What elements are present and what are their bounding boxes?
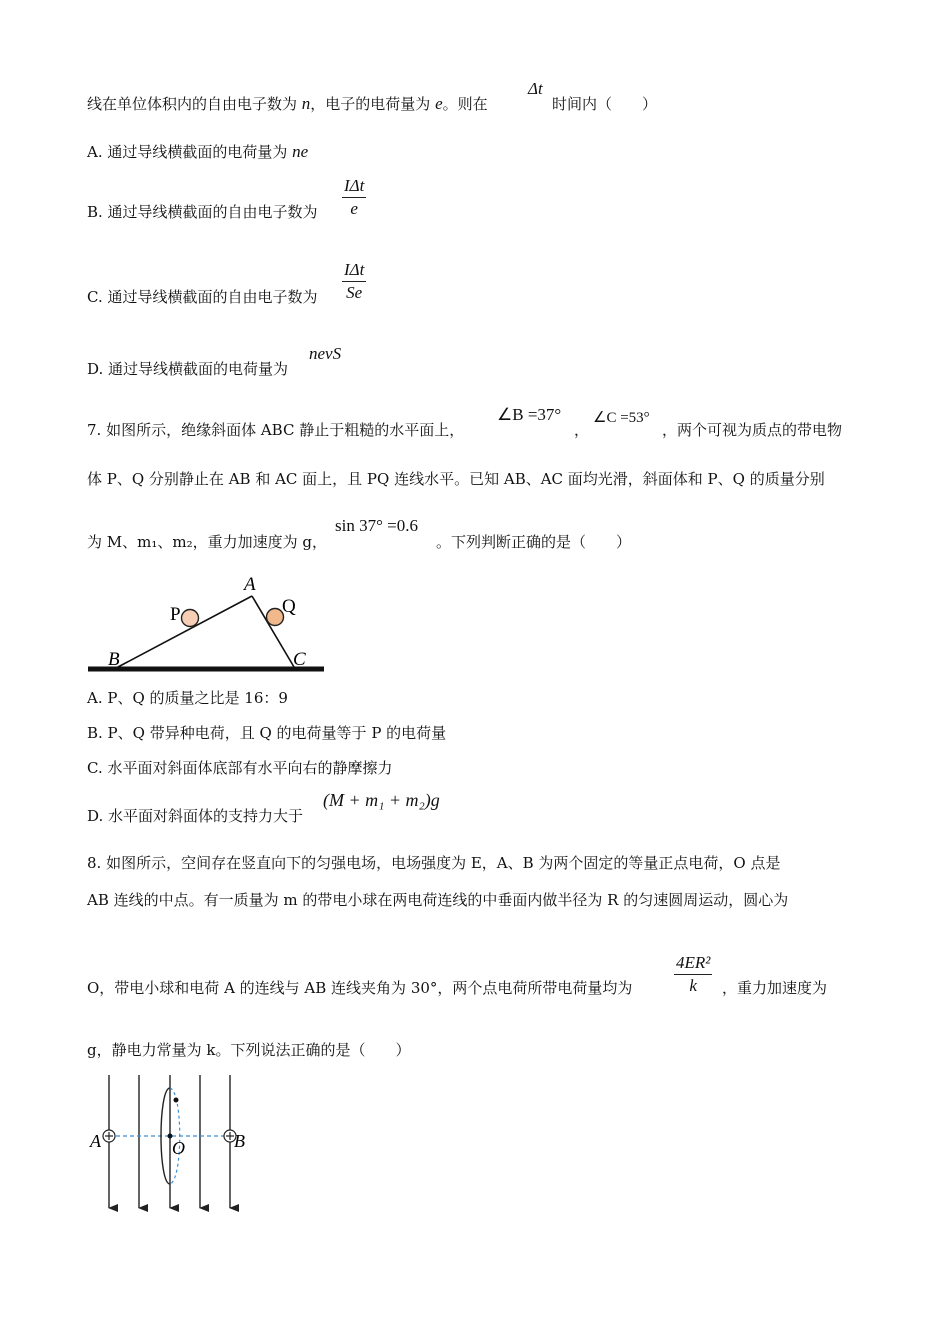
q7-stem-line2: 体 P、Q 分别静止在 AB 和 AC 面上，且 PQ 连线水平。已知 AB、AC 面均光滑，斜面体和 P、Q 的质量分别 [87, 470, 825, 488]
q6-stem-tail: 时间内（ ） [552, 95, 658, 113]
incline-figure [86, 572, 331, 676]
q6-option-c-fraction [342, 260, 366, 303]
q8-stem-line2: AB 连线的中点。有一质量为 m 的带电小球在两电荷连线的中垂面内做半径为 R 的匀速圆周运动，圆心为 [87, 891, 789, 909]
electric-field-figure [86, 1070, 256, 1215]
q7-option-c: C. 水平面对斜面体底部有水平向右的静摩擦力 [87, 759, 393, 777]
q6-option-a-expr: ne [292, 142, 309, 161]
label-q: Q [282, 596, 296, 617]
q6-option-c: C. 通过导线横截面的自由电子数为 [87, 288, 318, 306]
q6-option-a [87, 142, 308, 162]
fraction-numerator: IΔt [344, 260, 365, 279]
angle-c: ∠C =53° [593, 410, 650, 426]
q8-charge-fraction [674, 953, 712, 996]
q6-option-b: B. 通过导线横截面的自由电子数为 [87, 203, 318, 221]
q8-stem-line1: 8. 如图所示，空间存在竖直向下的匀强电场，电场强度为 E，A、B 为两个固定的等量正点电荷，O 点是 [87, 854, 781, 872]
fraction-bar [342, 197, 366, 198]
fraction-numerator: IΔt [344, 176, 365, 195]
q8-stem-line4: g，静电力常量为 k。下列说法正确的是（ ） [87, 1041, 411, 1059]
fraction-denominator: k [689, 976, 697, 995]
q6-stem [87, 94, 488, 114]
charge-p-ball [182, 610, 199, 627]
sin-value: sin 37° =0.6 [335, 516, 418, 535]
label-a: A [90, 1131, 101, 1151]
q6-option-d: D. 通过导线横截面的电荷量为 [87, 360, 289, 378]
q7-stem-line1-tail: ，两个可视为质点的带电物 [662, 421, 843, 439]
q6-stem-text-c: 。则在 [442, 95, 488, 113]
q6-stem-text-b: ，电子的电荷量为 [310, 95, 436, 113]
q8-stem-line3-tail: ，重力加速度为 [722, 979, 828, 997]
var-e: e [435, 94, 443, 113]
var-n: n [301, 94, 311, 113]
fraction-denominator: Se [346, 283, 363, 302]
label-o: O [172, 1138, 185, 1158]
incline-ab [118, 596, 252, 667]
fraction-bar [342, 281, 366, 282]
q6-stem-text-a: 线在单位体积内的自由电子数为 [87, 95, 302, 113]
label-a: A [244, 574, 256, 595]
q7-stem-line3-tail: 。下列判断正确的是（ ） [436, 533, 632, 551]
label-b: B [234, 1131, 245, 1151]
q6-option-b-fraction [342, 176, 366, 219]
comma: ， [574, 421, 590, 439]
q7-stem-line1: 7. 如图所示，绝缘斜面体 ABC 静止于粗糙的水平面上， [87, 421, 465, 439]
label-b: B [108, 649, 120, 670]
label-c: C [293, 649, 306, 670]
fraction-denominator: e [350, 199, 358, 218]
q7-option-b: B. P、Q 带异种电荷，且 Q 的电荷量等于 P 的电荷量 [87, 724, 447, 742]
q6-option-d-expr: nevS [309, 344, 342, 363]
charge-q-ball [267, 609, 284, 626]
fraction-bar [674, 974, 712, 975]
q7-option-d-expr: (M + m₁ + m₂)g [323, 790, 440, 810]
q7-option-a: A. P、Q 的质量之比是 16：9 [87, 689, 288, 707]
q6-option-a-text: A. 通过导线横截面的电荷量为 [87, 143, 293, 161]
charged-ball [174, 1098, 179, 1103]
label-p: P [170, 604, 181, 625]
fraction-numerator: 4ER² [676, 953, 711, 972]
q7-stem-line3: 为 M、m₁、m₂，重力加速度为 g， [87, 533, 327, 551]
q7-option-d: D. 水平面对斜面体的支持力大于 [87, 807, 304, 825]
delta-t: Δt [528, 79, 543, 98]
q8-stem-line3: O，带电小球和电荷 A 的连线与 AB 连线夹角为 30°，两个点电荷所带电荷量均为 [87, 979, 633, 997]
angle-b: ∠B =37° [497, 405, 562, 424]
